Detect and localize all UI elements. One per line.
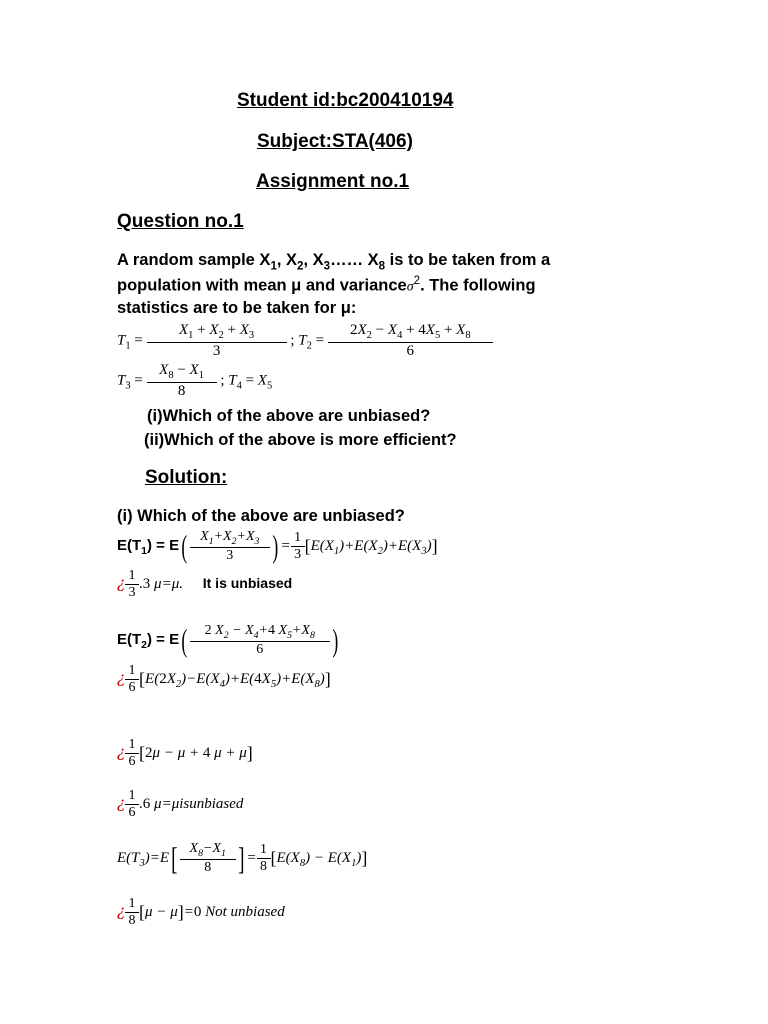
assignment-heading: Assignment no.1 bbox=[256, 171, 410, 192]
solution-heading: Solution: bbox=[145, 467, 228, 488]
expectation-t3: $E(T_3)=E$[ $\frac{X_8-X_1}{8}$ ] = $\frac{1}{8}$ $[E(X_8) - E(X_1)]$ bbox=[117, 840, 368, 876]
expectation-t2-step-1: ¿ $\frac{1}{6}$ $[E(2X_2)-E(X_4)+E(4X_5)+E(X_8)]$ bbox=[117, 663, 331, 696]
solution-sub-heading: (i) Which of the above are unbiased? bbox=[117, 507, 405, 525]
question-heading: Question no.1 bbox=[117, 211, 244, 232]
formula-t3-t4: $T_3$ = $\frac{X_8 - X_1}{8}$ ; $T_4 = X_5$ bbox=[117, 362, 273, 400]
expectation-t1: $E(T_1) = E$( $\frac{X_1+X_2+X_3}{3}$ ) = $\frac{1}{3}$ $[E(X_1)+E(X_2)+E(X_3)]$ bbox=[117, 528, 438, 564]
question-part-i: (i)Which of the above are unbiased? bbox=[147, 407, 431, 425]
student-id-heading: Student id:bc200410194 bbox=[237, 90, 454, 111]
subject-heading: Subject:STA(406) bbox=[257, 131, 413, 152]
question-line-3: statistics are to be taken for μ: bbox=[117, 299, 357, 317]
expectation-t2: $E(T_2) = E$( $\frac{2 X_2 - X_4+4 X_5+X_8}{6}$ ) bbox=[117, 622, 339, 658]
question-part-ii: (ii)Which of the above is more efficient? bbox=[144, 431, 457, 449]
expectation-t2-step-2: ¿ $\frac{1}{6}$ [2μ − μ + 4 μ + μ] bbox=[117, 737, 253, 770]
question-line-1: A random sample $X_1$, $X_2$, $X_3\dots\dots$ $X_8$ is to be taken from a bbox=[117, 251, 551, 273]
expectation-t1-result: ¿ $\frac{1}{3}$ .3 μ=μ. It is unbiased bbox=[117, 568, 293, 601]
question-line-2: population with mean μ and varianceσ$^2$. The following bbox=[117, 275, 536, 295]
expectation-t3-result: ¿ $\frac{1}{8}$ [μ − μ]=0 Not unbiased bbox=[117, 896, 285, 929]
formula-t1-t2: $T_1$ = $\frac{X_1 + X_2 + X_3}{3}$ ; $T_2$ = $\frac{2X_2 - X_4 + 4X_5 + X_8}{6}$ bbox=[117, 322, 493, 360]
expectation-t2-result: ¿ $\frac{1}{6}$ .6 μ=μisunbiased bbox=[117, 788, 244, 821]
